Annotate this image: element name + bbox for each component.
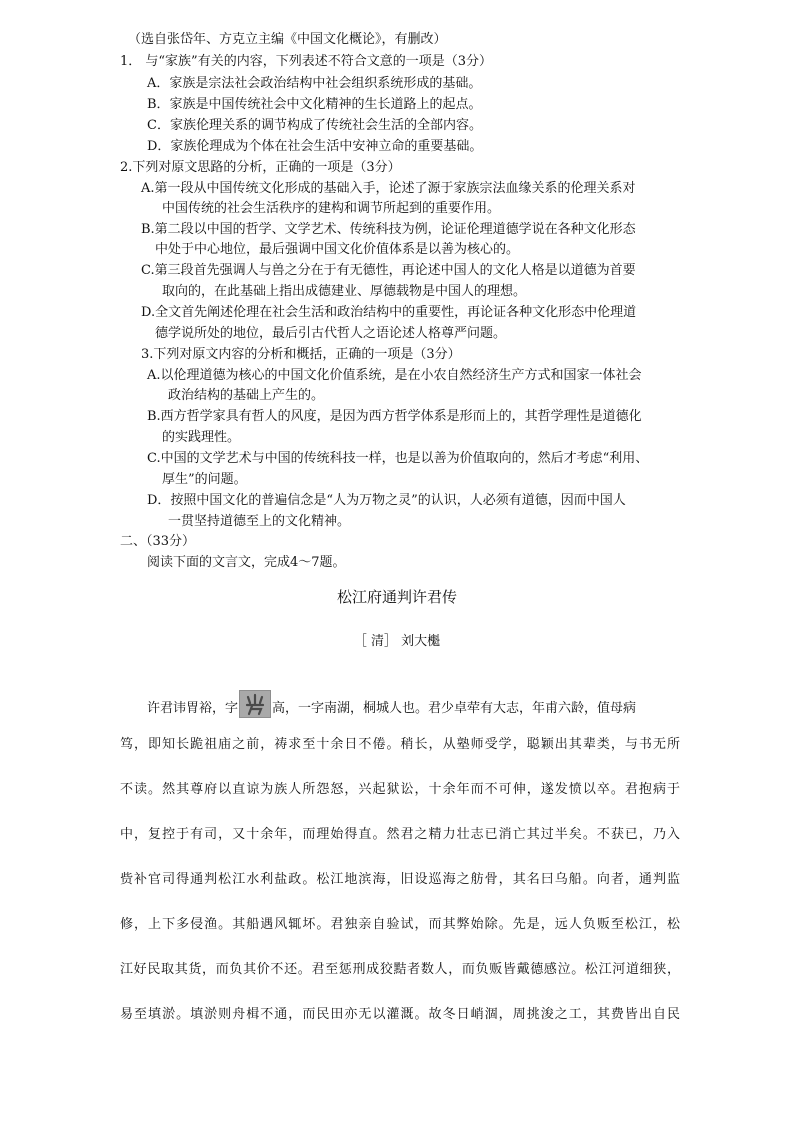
question-2-option-c-line1: C.第三段首先强调人与兽之分在于有无德性，再论述中国人的文化人格是以道德为首要	[141, 263, 636, 278]
source-note: （选自张岱年、方克立主编《中国文化概论》，有删改）	[128, 32, 447, 47]
question-2-option-d-line2: 德学说所处的地位，最后引古代哲人之语论述人格尊严问题。	[155, 326, 507, 341]
passage-line-1-after: 高，一字南湖，桐城人也。君少卓荦有大志，年甫六龄，值母病	[272, 701, 637, 716]
question-3-option-a-line1: A.以伦理道德为核心的中国文化价值系统，是在小农自然经济生产方式和国家一体社会	[147, 368, 642, 383]
question-2-option-a-line2: 中国传统的社会生活秩序的建构和调节所起到的重要作用。	[162, 201, 501, 216]
scanned-character-image	[239, 690, 271, 718]
question-1-option-d: D．家族伦理成为个体在社会生活中安神立命的重要基础。	[147, 139, 483, 154]
passage-line-5: 赀补官司得通判松江水利盐政。松江地滨海，旧设巡海之舫骨，其名曰乌船。向者，通判监	[120, 872, 680, 887]
question-2-option-a-line1: A.第一段从中国传统文化形成的基础入手，论述了源于家族宗法血缘关系的伦理关系对	[141, 181, 636, 196]
passage-line-6: 修，上下多侵渔。其船遇风辄坏。君独亲自验试，而其弊始除。先是，远人负贩至松江，松	[120, 917, 680, 932]
question-2-option-b-line1: B.第二段以中国的哲学、文学艺术、传统科技为例，论证伦理道德学说在各种文化形态	[141, 222, 636, 237]
question-2-option-b-line2: 中处于中心地位，最后强调中国文化价值体系是以善为核心的。	[155, 242, 520, 257]
passage-line-1	[147, 690, 680, 718]
question-1-option-a: A．家族是宗法社会政治结构中社会组织系统形成的基础。	[147, 76, 482, 91]
question-3-option-d-line1: D．按照中国文化的普遍信念是“人为万物之灵”的认识，人必须有道德，因而中国人	[147, 493, 626, 508]
question-3-stem: 3.下列对原文内容的分析和概括，正确的一项是（3分）	[141, 347, 461, 362]
section-2-heading: 二、（33分）	[120, 534, 196, 549]
passage-line-4: 中，复控于有司，又十余年，而理始得直。然君之精力壮志已消亡其过半矣。不获已，乃入	[120, 827, 680, 842]
question-3-option-a-line2: 政治结构的基础上产生的。	[168, 388, 325, 403]
question-2-stem: 2.下列对原文思路的分析，正确的一项是（3分）	[120, 160, 401, 175]
passage-byline: ［ 清］ 刘大櫆	[353, 634, 441, 649]
passage-line-3: 不读。然其尊府以直谅为族人所怨怒，兴起狱讼，十余年而不可伸，遂发愤以卒。君抱病于	[120, 782, 680, 797]
question-1-option-c: C．家族伦理关系的调节构成了传统社会生活的全部内容。	[147, 118, 482, 133]
question-1-option-b: B．家族是中国传统社会中文化精神的生长道路上的起点。	[147, 97, 482, 112]
section-2-instruction: 阅读下面的文言文，完成4～7题。	[147, 555, 346, 570]
passage-line-7: 江好民取其货，而负其价不还。君至惩刑成狡黠者数人，而负贩皆戴德感泣。松江河道细狭，	[120, 962, 680, 977]
question-3-option-d-line2: 一贯坚持道德至上的文化精神。	[168, 514, 351, 529]
question-3-option-c-line1: C.中国的文学艺术与中国的传统科技一样，也是以善为价值取向的，然后才考虑“利用、	[147, 451, 649, 466]
question-2-option-d-line1: D.全文首先阐述伦理在社会生活和政治结构中的重要性，再论证各种文化形态中伦理道	[141, 305, 637, 320]
passage-line-2: 笃，即知长跪祖庙之前，祷求至十余日不倦。稍长，从塾师受学，聪颖出其辈类，与书无所	[120, 737, 680, 752]
passage-title: 松江府通判许君传	[336, 588, 457, 606]
passage-line-1-before: 许君讳胃裕，字	[147, 701, 239, 716]
passage-line-8: 易至填淤。填淤则舟楫不通，而民田亦无以灌溉。故冬日峭涸，周挑浚之工，其费皆出自民	[120, 1007, 680, 1022]
question-1-stem: 1． 与“家族”有关的内容，下列表述不符合文意的一项是（3分）	[120, 54, 492, 69]
question-3-option-c-line2: 厚生”的问题。	[162, 472, 247, 487]
question-3-option-b-line2: 的实践理性。	[162, 430, 241, 445]
question-2-option-c-line2: 取向的，在此基础上指出成德建业、厚德载物是中国人的理想。	[162, 284, 527, 299]
question-3-option-b-line1: B.西方哲学家具有哲人的风度，是因为西方哲学体系是形而上的，其哲学理性是道德化	[147, 409, 642, 424]
